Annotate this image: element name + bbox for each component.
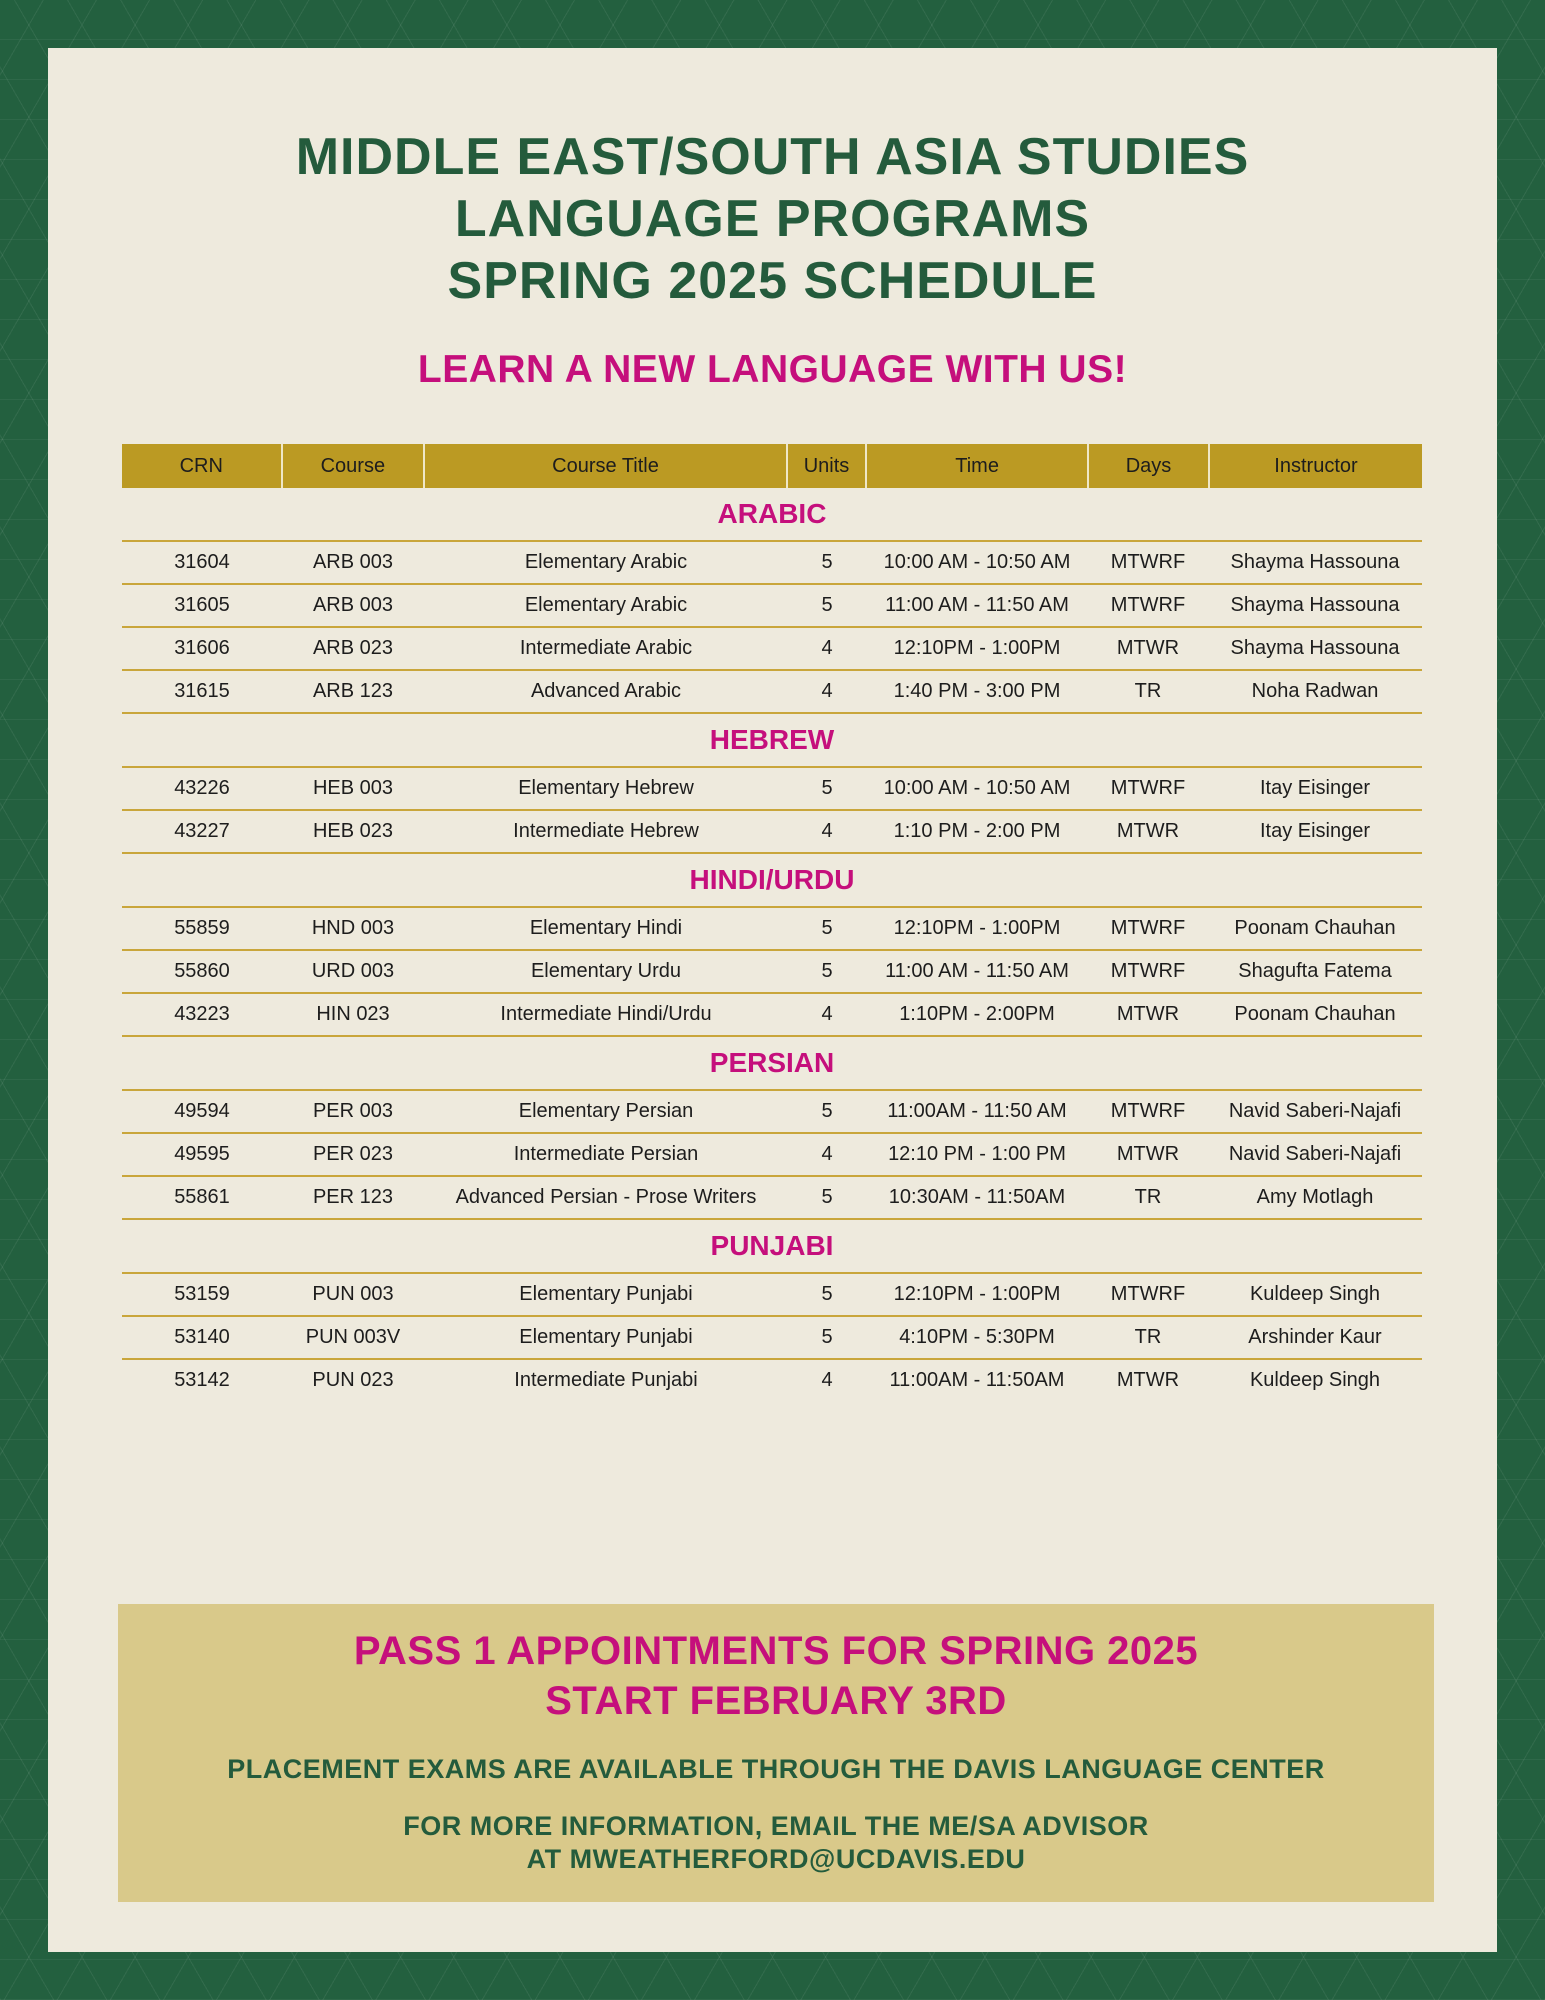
table-row <box>122 1091 1422 1134</box>
units-cell: 5 <box>821 917 833 939</box>
course-cell: HEB 003 <box>312 777 394 799</box>
table-row <box>122 1274 1422 1317</box>
crn-cell: 55860 <box>174 960 230 982</box>
crn-cell: 53140 <box>174 1326 230 1348</box>
contact-line-2: AT MWEATHERFORD@UCDAVIS.EDU <box>526 1844 1026 1874</box>
course-cell: HIN 023 <box>316 1003 390 1025</box>
instructor-cell: Navid Saberi-Najafi <box>1228 1100 1402 1122</box>
crn-cell: 31605 <box>174 594 230 616</box>
instructor-cell: Shagufta Fatema <box>1238 960 1392 982</box>
course-cell: HEB 023 <box>312 820 394 842</box>
subtitle: LEARN A NEW LANGUAGE WITH US! <box>417 348 1128 391</box>
time-cell: 12:10PM - 1:00PM <box>893 637 1061 659</box>
placement-note: PLACEMENT EXAMS ARE AVAILABLE THROUGH THE DAVIS LANGUAGE CENTER <box>227 1754 1325 1784</box>
days-cell: MTWRF <box>1110 594 1186 616</box>
course-cell: HND 003 <box>311 917 395 939</box>
column-header-days: Days <box>1089 444 1210 488</box>
units-cell: 5 <box>821 1100 833 1122</box>
table-row <box>122 585 1422 628</box>
days-cell: MTWR <box>1116 637 1180 659</box>
crn-cell: 43223 <box>174 1003 230 1025</box>
days-cell: TR <box>1134 680 1162 702</box>
section-heading: ARABIC <box>122 488 1422 542</box>
time-cell: 12:10PM - 1:00PM <box>893 917 1061 939</box>
table-row <box>122 951 1422 994</box>
course-cell: URD 003 <box>311 960 395 982</box>
course-title-cell: Intermediate Persian <box>513 1143 699 1165</box>
instructor-cell: Poonam Chauhan <box>1234 917 1396 939</box>
course-cell: PER 003 <box>312 1100 394 1122</box>
course-title-cell: Elementary Arabic <box>524 551 688 573</box>
units-cell: 4 <box>821 820 833 842</box>
units-cell: 5 <box>821 1186 833 1208</box>
days-cell: MTWRF <box>1110 960 1186 982</box>
crn-cell: 53142 <box>174 1369 230 1391</box>
table-row <box>122 1177 1422 1220</box>
column-header-crn: CRN <box>122 444 283 488</box>
section-heading: PUNJABI <box>122 1220 1422 1274</box>
flyer-page <box>48 48 1497 1952</box>
table-row <box>122 994 1422 1037</box>
table-header <box>122 444 1422 488</box>
crn-cell: 31604 <box>174 551 230 573</box>
table-row <box>122 1134 1422 1177</box>
time-cell: 11:00 AM - 11:50 AM <box>885 960 1069 982</box>
crn-cell: 49595 <box>174 1143 230 1165</box>
days-cell: TR <box>1134 1186 1162 1208</box>
course-title-cell: Intermediate Hebrew <box>513 820 699 842</box>
course-cell: PUN 003V <box>305 1326 401 1348</box>
units-cell: 5 <box>821 551 833 573</box>
units-cell: 5 <box>821 1326 833 1348</box>
course-title-cell: Elementary Persian <box>518 1100 694 1122</box>
course-cell: ARB 003 <box>312 551 394 573</box>
instructor-cell: Noha Radwan <box>1251 680 1379 702</box>
table-row <box>122 671 1422 714</box>
course-title-cell: Elementary Urdu <box>530 960 682 982</box>
pass-announcement <box>118 1626 1434 1726</box>
instructor-cell: Amy Motlagh <box>1256 1186 1374 1208</box>
column-header-course-title: Course Title <box>425 444 788 488</box>
time-cell: 11:00 AM - 11:50 AM <box>885 594 1069 616</box>
contact-line-1: FOR MORE INFORMATION, EMAIL THE ME/SA ADVISOR <box>403 1811 1149 1841</box>
days-cell: MTWRF <box>1110 551 1186 573</box>
instructor-cell: Shayma Hassouna <box>1230 551 1400 573</box>
pass-line-1: PASS 1 APPOINTMENTS FOR SPRING 2025 <box>353 1629 1199 1673</box>
info-box <box>118 1604 1434 1902</box>
table-row <box>122 768 1422 811</box>
days-cell: MTWRF <box>1110 917 1186 939</box>
units-cell: 4 <box>821 1143 833 1165</box>
time-cell: 1:10 PM - 2:00 PM <box>893 820 1061 842</box>
days-cell: MTWR <box>1116 1369 1180 1391</box>
course-title-cell: Elementary Arabic <box>524 594 688 616</box>
units-cell: 4 <box>821 1369 833 1391</box>
time-cell: 10:30AM - 11:50AM <box>888 1186 1066 1208</box>
time-cell: 11:00AM - 11:50 AM <box>887 1100 1067 1122</box>
course-title-cell: Advanced Arabic <box>530 680 682 702</box>
time-cell: 10:00 AM - 10:50 AM <box>883 777 1071 799</box>
units-cell: 5 <box>821 1283 833 1305</box>
title-line-1: MIDDLE EAST/SOUTH ASIA STUDIES <box>295 128 1250 186</box>
units-cell: 4 <box>821 637 833 659</box>
section-heading: PERSIAN <box>122 1037 1422 1091</box>
course-cell: ARB 003 <box>312 594 394 616</box>
units-cell: 4 <box>821 680 833 702</box>
crn-cell: 55861 <box>174 1186 230 1208</box>
table-row <box>122 811 1422 854</box>
table-body <box>122 488 1422 1401</box>
time-cell: 1:10PM - 2:00PM <box>899 1003 1055 1025</box>
table-row <box>122 542 1422 585</box>
course-title-cell: Elementary Punjabi <box>519 1283 693 1305</box>
section-heading: HINDI/URDU <box>122 854 1422 908</box>
instructor-cell: Kuldeep Singh <box>1249 1369 1381 1391</box>
crn-cell: 43226 <box>174 777 230 799</box>
contact-info <box>118 1810 1434 1876</box>
column-header-units: Units <box>788 444 867 488</box>
units-cell: 5 <box>821 960 833 982</box>
column-header-course: Course <box>283 444 426 488</box>
table-row <box>122 1360 1422 1401</box>
crn-cell: 53159 <box>174 1283 230 1305</box>
days-cell: MTWR <box>1116 1003 1180 1025</box>
column-header-time: Time <box>867 444 1089 488</box>
days-cell: TR <box>1134 1326 1162 1348</box>
instructor-cell: Shayma Hassouna <box>1230 594 1400 616</box>
course-title-cell: Intermediate Hindi/Urdu <box>500 1003 712 1025</box>
instructor-cell: Itay Eisinger <box>1259 777 1371 799</box>
instructor-cell: Poonam Chauhan <box>1234 1003 1396 1025</box>
instructor-cell: Shayma Hassouna <box>1230 637 1400 659</box>
days-cell: MTWRF <box>1110 1283 1186 1305</box>
days-cell: MTWR <box>1116 820 1180 842</box>
instructor-cell: Itay Eisinger <box>1259 820 1371 842</box>
days-cell: MTWRF <box>1110 777 1186 799</box>
time-cell: 1:40 PM - 3:00 PM <box>893 680 1061 702</box>
course-cell: PER 123 <box>312 1186 394 1208</box>
course-cell: ARB 123 <box>312 680 394 702</box>
table-row <box>122 628 1422 671</box>
section-heading: HEBREW <box>122 714 1422 768</box>
table-row <box>122 908 1422 951</box>
days-cell: MTWRF <box>1110 1100 1186 1122</box>
course-cell: ARB 023 <box>312 637 394 659</box>
title-line-2: LANGUAGE PROGRAMS <box>454 190 1091 248</box>
days-cell: MTWR <box>1116 1143 1180 1165</box>
course-cell: PUN 003 <box>312 1283 394 1305</box>
course-title-cell: Elementary Hebrew <box>518 777 694 799</box>
course-title-cell: Intermediate Arabic <box>519 637 693 659</box>
units-cell: 5 <box>821 777 833 799</box>
crn-cell: 31615 <box>174 680 230 702</box>
crn-cell: 31606 <box>174 637 230 659</box>
course-title-cell: Advanced Persian - Prose Writers <box>455 1186 757 1208</box>
course-cell: PER 023 <box>312 1143 394 1165</box>
units-cell: 5 <box>821 594 833 616</box>
time-cell: 12:10 PM - 1:00 PM <box>888 1143 1066 1165</box>
crn-cell: 43227 <box>174 820 230 842</box>
instructor-cell: Navid Saberi-Najafi <box>1228 1143 1402 1165</box>
course-title-cell: Elementary Hindi <box>529 917 683 939</box>
time-cell: 10:00 AM - 10:50 AM <box>883 551 1071 573</box>
course-title-cell: Intermediate Punjabi <box>514 1369 698 1391</box>
units-cell: 4 <box>821 1003 833 1025</box>
time-cell: 11:00AM - 11:50AM <box>889 1369 1065 1391</box>
course-cell: PUN 023 <box>312 1369 394 1391</box>
pass-line-2: START FEBRUARY 3RD <box>545 1679 1007 1723</box>
table-row <box>122 1317 1422 1360</box>
title-line-3: SPRING 2025 SCHEDULE <box>447 252 1098 310</box>
crn-cell: 55859 <box>174 917 230 939</box>
course-title-cell: Elementary Punjabi <box>519 1326 693 1348</box>
column-header-instructor: Instructor <box>1274 455 1358 477</box>
page-title <box>48 126 1497 312</box>
schedule-table <box>122 444 1422 1401</box>
instructor-cell: Kuldeep Singh <box>1249 1283 1381 1305</box>
instructor-cell: Arshinder Kaur <box>1248 1326 1382 1348</box>
crn-cell: 49594 <box>174 1100 230 1122</box>
time-cell: 12:10PM - 1:00PM <box>893 1283 1061 1305</box>
time-cell: 4:10PM - 5:30PM <box>899 1326 1055 1348</box>
